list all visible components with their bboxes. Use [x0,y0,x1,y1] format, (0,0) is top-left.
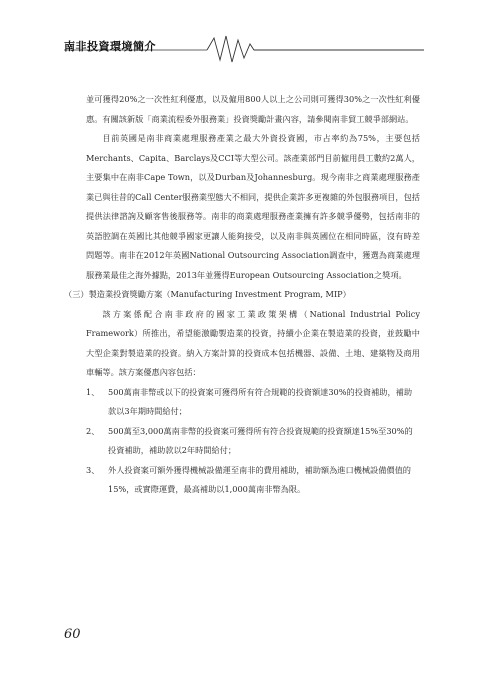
section-heading-mip: （三）製造業投資獎勵方案（Manufacturing Investment Program, MIP） [64,289,351,299]
page-number: 60 [64,627,81,642]
list-item-number: 3、 [86,464,100,475]
list-item [64,383,420,422]
document-body [64,90,420,500]
list-item-text: 500萬至3,000萬南非幣的投資案可獲得所有符合投資規範的投資額達15%至30%的投資補助，補助款以2年時間給付； [108,425,413,455]
list-item-number: 1、 [86,386,100,397]
list-item [64,422,420,461]
paragraph-bonus-incentive: 並可獲得20%之一次性紅利優惠，以及僱用800人以上之公司則可獲得30%之一次性紅利優惠。有關該新版「商業流程委外服務業」投資獎勵計畫內容，請參閱南非貿工競爭部網站。 [86,94,420,124]
list-item-number: 2、 [86,425,100,436]
list-item-text: 外人投資案可額外獲得機械設備運至南非的費用補助，補助額為進口機械設備價值的15%，或實際運費，最高補助以1,000萬南非幣為限。 [108,464,411,494]
header-title: 南非投資環境簡介 [64,40,156,53]
page-header [64,30,424,70]
list-item [64,461,420,500]
paragraph-mip-description: 該方案係配合南非政府的國家工業政策架構（National Industrial Policy Framework）所推出，希望能激勵製造業的投資，持續小企業在製造業的投資，並鼓勵中大型企業對製造業的投資。納入方案計算的投資成本包括機器、設備、土地、建築物及商用車輛等。該方案優惠內容包括： [86,308,420,377]
paragraph-uk-investment: 目前英國是南非商業處理服務產業之最大外資投資國，市占率約為75%，主要包括Merchants、Capita、Barclays及CCI等大型公司。該產業部門目前僱用員工數約2萬人，主要集中在南非Cape Town，以及Durban及Johannesburg。現今南非之商業處理服務產業已與往昔的Call Center服務業型態大不相同，提供企業許多更複雜的外包服務項目，包括提供法律諮詢及顧客售後服務等。南非的商業處理服務產業擁有許多競爭優勢，包括南非的英語腔調在英國比其他競爭國家更讓人能夠接受，以及南非與英國位在相同時區，沒有時差問題等。南非在2012年英國National Outsourcing Association調查中，獲選為商業處理服務業最佳之海外據點，2013年並獲得European Outsourcing Association之獎項。 [86,133,420,280]
list-item-text: 500萬南非幣或以下的投資案可獲得所有符合規範的投資額達30%的投資補助，補助款以3年期時間給付； [108,386,413,416]
